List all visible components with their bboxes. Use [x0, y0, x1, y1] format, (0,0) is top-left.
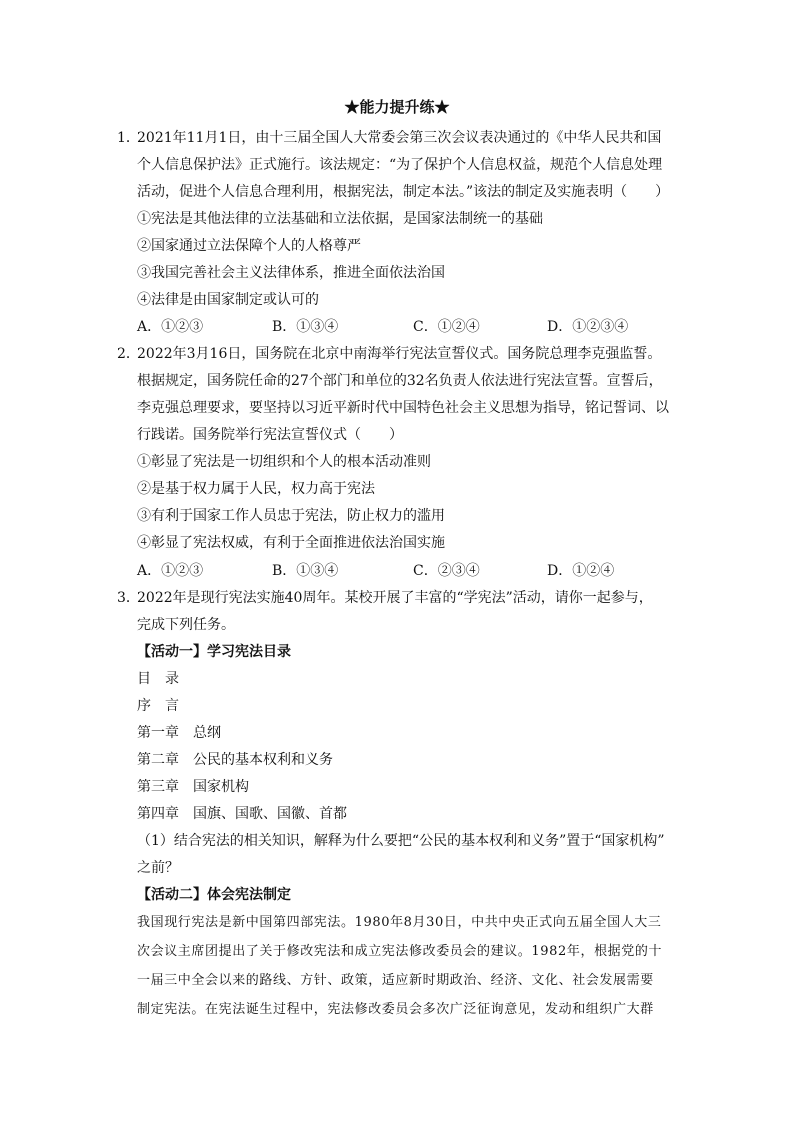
sub-question-1-line-1: （1）结合宪法的相关知识，解释为什么要把“公民的基本权利和义务”置于“国家机构”	[137, 833, 665, 849]
toc-heading: 目 录	[137, 671, 179, 687]
q1-option-d[interactable]: D．①②③④	[547, 319, 629, 335]
q2-number: 2．	[117, 346, 140, 362]
q1-item-1: ①宪法是其他法律的立法基础和立法依据，是国家法制统一的基础	[137, 211, 543, 227]
section-title: ★能力提升练★	[344, 98, 450, 116]
q1-line-2: 个人信息保护法》正式施行。该法规定：“为了保护个人信息权益，规范个人信息处理	[137, 157, 663, 173]
activity-two-heading: 【活动二】体会宪法制定	[137, 887, 291, 903]
q1-item-2: ②国家通过立法保障个人的人格尊严	[137, 238, 361, 254]
q2-item-1: ①彰显了宪法是一切组织和个人的根本活动准则	[137, 454, 431, 470]
q2-item-3: ③有利于国家工作人员忠于宪法，防止权力的滥用	[137, 508, 445, 524]
passage-line-2: 次会议主席团提出了关于修改宪法和成立宪法修改委员会的建议。1982年，根据党的十	[137, 944, 663, 959]
q2-option-d[interactable]: D．①②④	[547, 563, 615, 579]
q2-option-c[interactable]: C．②③④	[413, 563, 480, 579]
q3-line-2: 完成下列任务。	[137, 617, 235, 633]
q1-line-3: 活动，促进个人信息合理利用，根据宪法，制定本法。”该法的制定及实施表明（ ）	[137, 184, 670, 200]
q3-number: 3．	[117, 590, 140, 606]
sub-question-1-line-2: 之前？	[137, 860, 179, 876]
q2-option-b[interactable]: B．①③④	[272, 563, 339, 579]
q1-line-1: 2021年11月1日，由十三届全国人大常委会第三次会议表决通过的《中华人民共和国	[137, 130, 662, 146]
toc-chapter-1: 第一章 总纲	[137, 725, 221, 741]
q1-option-b[interactable]: B．①③④	[272, 319, 339, 335]
q2-option-a[interactable]: A．①②③	[137, 563, 204, 579]
activity-one-heading: 【活动一】学习宪法目录	[137, 644, 291, 660]
toc-chapter-2: 第二章 公民的基本权利和义务	[137, 752, 333, 768]
q1-item-3: ③我国完善社会主义法律体系，推进全面依法治国	[137, 265, 445, 281]
passage-line-3: 一届三中全会以来的路线、方针、政策，适应新时期政治、经济、文化、社会发展需要	[137, 973, 654, 988]
q2-line-1: 2022年3月16日，国务院在北京中南海举行宪法宣誓仪式。国务院总理李克强监誓。	[137, 346, 662, 362]
q2-item-4: ④彰显了宪法权威，有利于全面推进依法治国实施	[137, 535, 445, 551]
toc-preamble: 序 言	[137, 698, 179, 714]
passage-line-1: 我国现行宪法是新中国第四部宪法。1980年8月30日，中共中央正式向五届全国人大三	[137, 915, 662, 930]
q1-option-c[interactable]: C．①②④	[413, 319, 480, 335]
q2-line-4: 行践诺。国务院举行宪法宣誓仪式（ ）	[137, 427, 403, 443]
toc-chapter-4: 第四章 国旗、国歌、国徽、首都	[137, 806, 347, 822]
q1-option-a[interactable]: A．①②③	[137, 319, 204, 335]
q3-line-1: 2022年是现行宪法实施40周年。某校开展了丰富的“学宪法”活动，请你一起参与，	[137, 590, 653, 606]
q1-number: 1．	[117, 130, 140, 146]
q2-item-2: ②是基于权力属于人民，权力高于宪法	[137, 481, 375, 497]
passage-line-4: 制定宪法。在宪法诞生过程中，宪法修改委员会多次广泛征询意见，发动和组织广大群	[137, 1002, 654, 1017]
q1-item-4: ④法律是由国家制定或认可的	[137, 292, 319, 308]
q2-line-3: 李克强总理要求，要坚持以习近平新时代中国特色社会主义思想为指导，铭记誓词、以	[137, 400, 669, 416]
q2-line-2: 根据规定，国务院任命的27个部门和单位的32名负责人依法进行宪法宣誓。宣誓后，	[137, 373, 663, 389]
toc-chapter-3: 第三章 国家机构	[137, 779, 249, 795]
